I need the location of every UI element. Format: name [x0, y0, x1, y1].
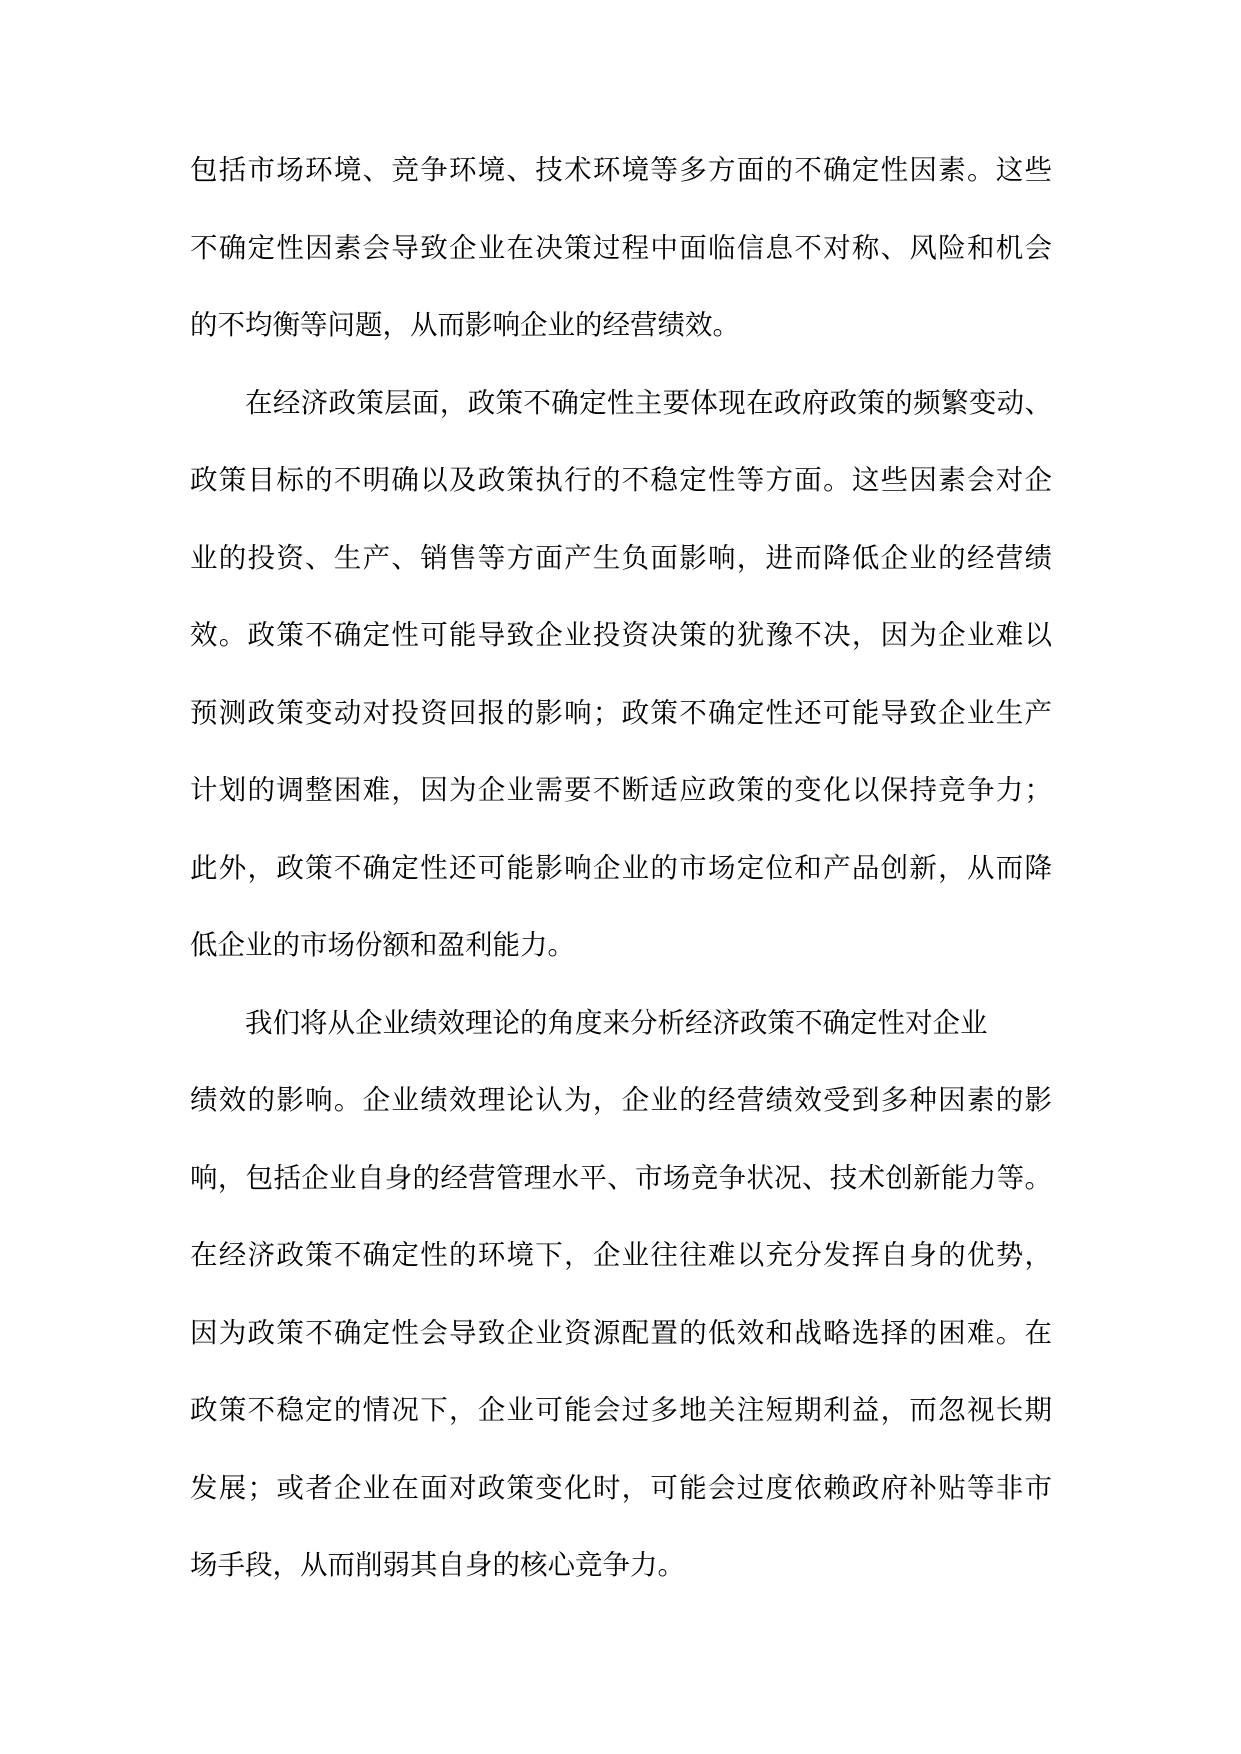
text-line: 包括市场环境、竞争环境、技术环境等多方面的不确定性因素。这些: [190, 154, 1052, 186]
text-line: 在经济政策层面，政策不确定性主要体现在政府政策的频繁变动、: [245, 386, 1052, 419]
paragraph-3: [190, 985, 1052, 1605]
text-line: 计划的调整困难，因为企业需要不断适应政策的变化以保持竞争力；: [190, 774, 1052, 806]
text-line: 响，包括企业自身的经营管理水平、市场竞争状况、技术创新能力等。: [190, 1161, 1052, 1194]
text-line: 发展；或者企业在面对政策变化时，可能会过度依赖政府补贴等非市: [190, 1471, 1052, 1504]
text-line: 在经济政策不确定性的环境下，企业往往难以充分发挥自身的优势，: [190, 1239, 1052, 1271]
text-line: 因为政策不确定性会导致企业资源配置的低效和战略选择的困难。在: [190, 1316, 1052, 1349]
text-line: 不确定性因素会导致企业在决策过程中面临信息不对称、风险和机会: [190, 231, 1052, 264]
text-line: 场手段，从而削弱其自身的核心竞争力。: [190, 1549, 685, 1581]
text-line: 的不均衡等问题，从而影响企业的经营绩效。: [190, 309, 740, 341]
text-line: 政策目标的不明确以及政策执行的不稳定性等方面。这些因素会对企: [190, 464, 1052, 496]
paragraph-1: [190, 132, 1052, 365]
text-line: 低企业的市场份额和盈利能力。: [190, 929, 575, 961]
paragraph-2: [190, 365, 1052, 985]
text-line: 效。政策不确定性可能导致企业投资决策的犹豫不决，因为企业难以: [190, 619, 1052, 651]
text-line: 政策不稳定的情况下，企业可能会过多地关注短期利益，而忽视长期: [190, 1394, 1052, 1426]
text-line: 绩效的影响。企业绩效理论认为，企业的经营绩效受到多种因素的影: [190, 1084, 1052, 1116]
text-line: 我们将从企业绩效理论的角度来分析经济政策不确定性对企业: [245, 1006, 988, 1039]
text-line: 业的投资、生产、销售等方面产生负面影响，进而降低企业的经营绩: [190, 541, 1052, 574]
text-line: 此外，政策不确定性还可能影响企业的市场定位和产品创新，从而降: [190, 851, 1052, 884]
text-line: 预测政策变动对投资回报的影响；政策不确定性还可能导致企业生产: [190, 696, 1052, 729]
body-text: [190, 132, 1052, 1605]
